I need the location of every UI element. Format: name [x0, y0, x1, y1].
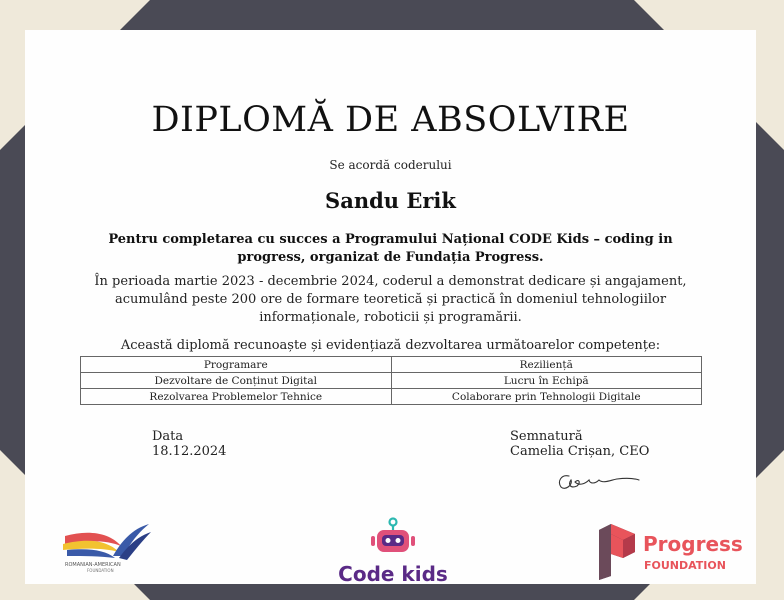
- date-label: Data: [152, 429, 184, 444]
- handwritten-signature: [555, 470, 645, 494]
- awarded-to-label: Se acordă coderului: [329, 158, 452, 172]
- table-row: [81, 357, 702, 373]
- signatory-name: Camelia Crișan, CEO: [510, 444, 650, 459]
- competency-cell: Rezolvarea Problemelor Tehnice: [81, 389, 392, 405]
- code-kids-wordmark: Code kids: [338, 562, 448, 586]
- signature-block: [510, 429, 649, 459]
- diploma-title: DIPLOMĂ DE ABSOLVIRE: [151, 100, 630, 140]
- progress-p-icon: [595, 524, 639, 580]
- date-block: [152, 429, 226, 459]
- competencies-table: [80, 356, 702, 405]
- signature-label: Semnatură: [510, 429, 583, 444]
- foundation-wordmark: FOUNDATION: [644, 559, 726, 572]
- table-row: [81, 373, 702, 389]
- romanian-american-foundation-logo: [57, 518, 157, 580]
- progress-foundation-logo: [595, 524, 743, 584]
- robot-icon: [333, 516, 453, 560]
- progress-wordmark: Progress: [643, 532, 743, 556]
- competency-cell: Lucru în Echipă: [391, 373, 702, 389]
- competency-cell: Programare: [81, 357, 392, 373]
- competencies-intro: Această diplomă recunoaște și evidențiază dezvoltarea următoarelor competențe:: [120, 338, 661, 353]
- date-value: 18.12.2024: [152, 444, 227, 459]
- svg-text:ROMANIAN-AMERICAN: ROMANIAN-AMERICAN: [65, 562, 121, 568]
- svg-text:FOUNDATION: FOUNDATION: [87, 568, 114, 573]
- diploma-paper: [25, 30, 756, 584]
- period-description: În perioada martie 2023 - decembrie 2024, coderul a demonstrat dedicare și angajament, acumulând peste 200 ore de formare teoretică și practică în domeniul tehnologiilor informaționale, roboticii și programării.: [94, 274, 687, 325]
- table-row: [81, 389, 702, 405]
- competency-cell: Dezvoltare de Conținut Digital: [81, 373, 392, 389]
- recipient-name: Sandu Erik: [325, 188, 456, 213]
- code-kids-logo: [333, 516, 453, 586]
- competency-cell: Reziliență: [391, 357, 702, 373]
- program-statement: Pentru completarea cu succes a Programului Național CODE Kids – coding in progress, organizat de Fundația Progress.: [108, 232, 673, 265]
- competency-cell: Colaborare prin Tehnologii Digitale: [391, 389, 702, 405]
